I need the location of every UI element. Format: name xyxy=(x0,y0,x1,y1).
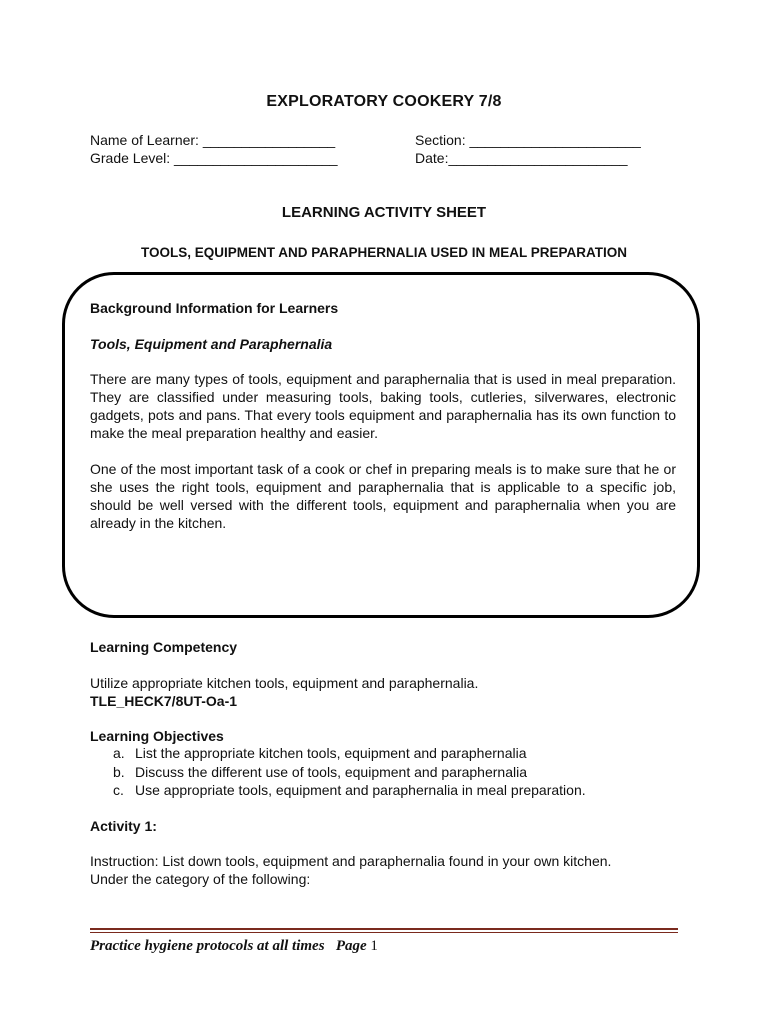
objective-letter: b. xyxy=(113,763,125,780)
page-footer xyxy=(90,938,378,955)
objective-text: List the appropriate kitchen tools, equipment and paraphernalia xyxy=(135,745,527,761)
background-subheading: Tools, Equipment and Paraphernalia xyxy=(90,336,333,352)
competency-heading: Learning Competency xyxy=(90,639,238,655)
competency-code: TLE_HECK7/8UT-Oa-1 xyxy=(90,693,238,709)
background-info-box xyxy=(62,272,700,618)
grade-level-field: Grade Level: _____________________ xyxy=(90,150,338,166)
objective-item xyxy=(113,763,693,782)
footer-page-label: Page xyxy=(335,938,367,954)
competency-text: Utilize appropriate kitchen tools, equipment and paraphernalia. xyxy=(90,675,479,691)
background-heading: Background Information for Learners xyxy=(90,300,339,316)
objective-text: Use appropriate tools, equipment and paraphernalia in meal preparation. xyxy=(135,782,586,798)
sheet-title: LEARNING ACTIVITY SHEET xyxy=(281,204,487,221)
objective-item xyxy=(113,781,693,800)
footer-divider-thin xyxy=(90,932,678,933)
objective-text: Discuss the different use of tools, equipment and paraphernalia xyxy=(135,763,527,780)
footer-page-number: 1 xyxy=(370,938,378,954)
activity-heading: Activity 1: xyxy=(90,818,157,834)
objectives-heading: Learning Objectives xyxy=(90,728,224,744)
footer-text: Practice hygiene protocols at all times xyxy=(90,938,325,954)
sheet-subtitle: TOOLS, EQUIPMENT AND PARAPHERNALIA USED IN MEAL PREPARATION xyxy=(140,245,628,260)
background-paragraph-1: There are many types of tools, equipment and paraphernalia that is used in meal preparation. They are classified under measuring tools, baking tools, cutleries, silverwares, electronic gadgets, pots and pans. That every tools equipment and paraphernalia has its own function to make the meal preparation healthy and easier. xyxy=(90,371,676,441)
section-field: Section: ______________________ xyxy=(415,132,641,148)
objective-item xyxy=(113,744,693,763)
name-of-learner-field: Name of Learner: _________________ xyxy=(90,132,336,148)
objective-letter: a. xyxy=(113,745,125,761)
background-paragraph-2: One of the most important task of a cook or chef in preparing meals is to make sure that he or she uses the right tools, equipment and paraphernalia that is applicable to a specific job, should be well versed with the different tools, equipment and paraphernalia when you are already in the kitchen. xyxy=(90,461,676,531)
activity-instruction-line-1: Instruction: List down tools, equipment and paraphernalia found in your own kitchen. xyxy=(90,853,612,869)
activity-instruction-line-2: Under the category of the following: xyxy=(90,871,311,887)
document-title: EXPLORATORY COOKERY 7/8 xyxy=(266,93,502,110)
date-field: Date:_______________________ xyxy=(415,150,628,166)
objective-letter: c. xyxy=(113,782,124,798)
objectives-list xyxy=(113,744,693,800)
footer-divider xyxy=(90,928,678,930)
